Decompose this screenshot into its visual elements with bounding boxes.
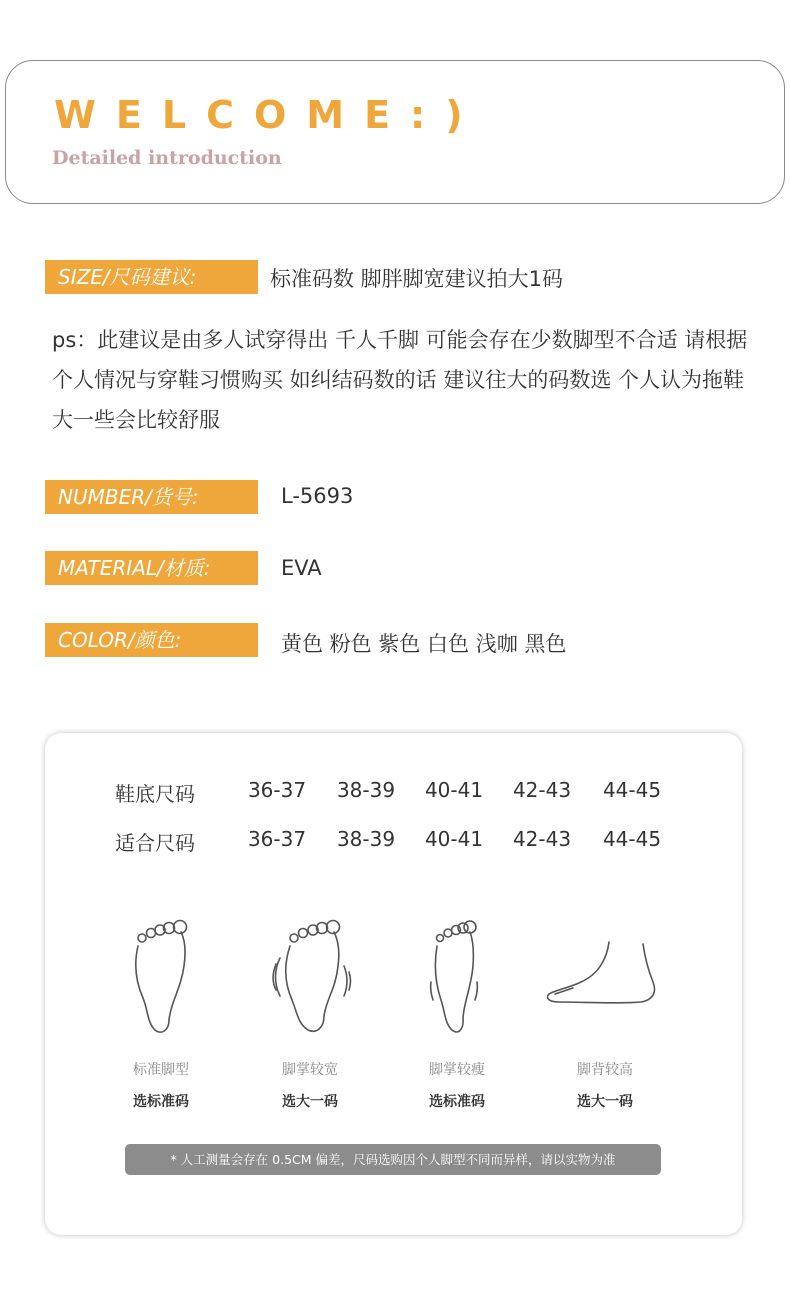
foot-type-label: 标准脚型 <box>133 1062 189 1078</box>
size-advice: 选大一码 <box>282 1094 338 1110</box>
color-label: COLOR/颜色: <box>45 623 258 657</box>
size-cell: 44-45 <box>602 778 662 802</box>
row-label: 鞋底尺码 <box>115 782 195 806</box>
size-cell: 42-43 <box>512 778 572 802</box>
size-note: ps：此建议是由多人试穿得出 千人千脚 可能会存在少数脚型不合适 请根据个人情况与穿鞋习惯购买 如纠结码数的话 建议往大的码数选 个人认为拖鞋大一些会比较舒服 <box>52 328 748 432</box>
wide-foot-icon <box>250 918 370 1038</box>
number-value: L-5693 <box>281 484 354 508</box>
size-cell: 38-39 <box>336 827 396 851</box>
material-value: EVA <box>281 556 322 580</box>
material-label: MATERIAL/材质: <box>45 551 258 585</box>
row-label: 适合尺码 <box>115 831 195 855</box>
foot-type-label: 脚掌较宽 <box>282 1062 338 1078</box>
welcome-subtitle: Detailed introduction <box>52 147 282 169</box>
color-value: 黄色 粉色 紫色 白色 浅咖 黑色 <box>281 632 567 656</box>
foot-type-label: 脚掌较瘦 <box>429 1062 485 1078</box>
standard-foot-icon <box>101 918 221 1038</box>
size-label: SIZE/尺码建议: <box>45 260 258 294</box>
narrow-foot-icon <box>397 918 517 1038</box>
size-cell: 40-41 <box>424 778 484 802</box>
size-cell: 36-37 <box>247 827 307 851</box>
welcome-banner <box>5 60 785 204</box>
size-cell: 44-45 <box>602 827 662 851</box>
size-cell: 36-37 <box>247 778 307 802</box>
welcome-title: WELCOME:) <box>54 93 483 137</box>
size-chart-card <box>45 733 742 1235</box>
size-cell: 42-43 <box>512 827 572 851</box>
size-cell: 38-39 <box>336 778 396 802</box>
foot-type-label: 脚背较高 <box>577 1062 633 1078</box>
measurement-note: * 人工测量会存在 0.5CM 偏差，尺码选购因个人脚型不同而异样，请以实物为准 <box>125 1144 661 1175</box>
size-value: 标准码数 脚胖脚宽建议拍大1码 <box>270 267 564 291</box>
size-cell: 40-41 <box>424 827 484 851</box>
size-advice: 选大一码 <box>577 1094 633 1110</box>
size-advice: 选标准码 <box>133 1094 189 1110</box>
high-arch-foot-icon <box>545 918 665 1038</box>
number-label: NUMBER/货号: <box>45 480 258 514</box>
size-advice: 选标准码 <box>429 1094 485 1110</box>
